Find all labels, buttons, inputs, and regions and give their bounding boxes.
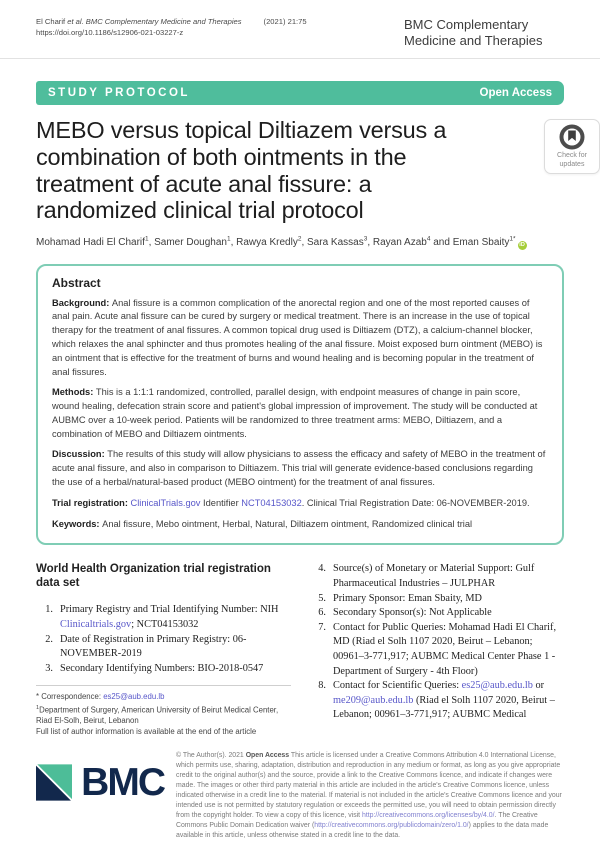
bold-text: Methods:	[52, 387, 96, 398]
abstract-trial-registration: Trial registration: ClinicalTrials.gov Identifier NCT04153032. Clinical Trial Registration Date: 06-NOVEMBER-2019.	[52, 497, 530, 508]
page-footer	[0, 751, 600, 841]
list-item	[309, 562, 564, 591]
footnote-divider	[36, 685, 291, 686]
list-item	[36, 633, 291, 662]
inline-link[interactable]: NCT04153032	[241, 497, 302, 508]
who-list-left	[36, 603, 291, 676]
inline-link[interactable]: http://creativecommons.org/licenses/by/4.0/	[362, 812, 495, 820]
item-text: Contact for Public Queries: Mohamad Hadi El Charif, MD (Riad el Solh 1107 2020, Beirut – Lebanon; 00961–3-771,917; AUBMC Medical Center Phase 1 - Department of Surgery - 4th Floor)	[333, 621, 557, 677]
bmc-logo-text: BMC	[81, 760, 164, 804]
abstract-heading: Abstract	[52, 275, 101, 290]
item-number: 5.	[318, 592, 326, 604]
inline-link[interactable]: Clinicaltrials.gov	[60, 619, 132, 631]
abstract-discussion: Discussion: The results of this study will allow physicians to assess the efficacy and safety of MEBO in the treatment of acute anal fissure, and also in comparison to Diltiazem. This trial will generate evidence-based conclusions regarding the use of a herbal/natural-based product (MEBO ointment) for the treatment of anal fissures.	[52, 449, 546, 488]
superscript: 1*	[509, 235, 516, 243]
item-number: 7.	[318, 621, 326, 633]
item-text: Source(s) of Monetary or Material Support: Gulf Pharmaceutical Industries – JULPHAR	[333, 563, 535, 590]
bold-text: Background:	[52, 297, 112, 308]
list-item	[309, 606, 564, 621]
check-for-updates-badge[interactable]	[544, 119, 600, 174]
license-text: © The Author(s). 2021 Open Access This article is licensed under a Creative Commons Attribution 4.0 International License, which permits use, sharing, adaptation, distribution and reproduction in any medium or format, as long as you give appropriate credit to the original author(s) and the source, provide a link to the Creative Commons licence, and indicate if changes were made. The images or other third party material in this article are included in the article's Creative Commons licence, unless indicated otherwise in a credit line to the material. If material is not included in the article's Creative Commons licence and your intended use is not permitted by statutory regulation or exceeds the permitted use, you will need to obtain permission directly from the copyright holder. To view a copy of this licence, visit http://creativecommons.org/licenses/by/4.0/. The Creative Commons Public Domain Dedication waiver (http://creativecommons.org/publicdomain/zero/1.0/) applies to the data made available in this article, unless otherwise stated in a credit line to the data.	[176, 752, 562, 840]
item-text: Secondary Sponsor(s): Not Applicable	[333, 607, 492, 619]
list-item	[309, 621, 564, 679]
item-number: 1.	[45, 604, 53, 616]
item-number: 3.	[45, 662, 53, 674]
title-section	[0, 117, 600, 224]
item-text: Primary Sponsor: Eman Sbaity, MD	[333, 592, 482, 604]
bmc-logo	[36, 754, 164, 811]
author-info-note: Full list of author information is available at the end of the article	[36, 726, 257, 736]
item-number: 6.	[318, 607, 326, 619]
page-header	[0, 0, 600, 48]
article-title: MEBO versus topical Diltiazem versus a combination of both ointments in the treatment of acute anal fissure: a randomized clinical trial protocol	[36, 117, 447, 224]
inline-link[interactable]: es25@aub.edu.lb	[103, 692, 165, 702]
inline-link[interactable]: me209@aub.edu.lb	[333, 694, 414, 706]
list-item	[36, 603, 291, 632]
bold-text: Keywords:	[52, 518, 103, 529]
abstract-methods: Methods: This is a 1:1:1 randomized, controlled, parallel design, with endpoint measures of change in pain score, wound healing, defecation strain score and patient's global impression of improvement. The study will be conducted at AUBMC over a 10-week period. Patients will be randomized to three treatment arms: MEBO, Diltiazem, and a combination of MEBO and Diltiazem ointments.	[52, 387, 538, 439]
body-columns	[0, 562, 600, 737]
correspondence-line: * Correspondence: es25@aub.edu.lb	[36, 692, 165, 702]
check-updates-icon	[559, 124, 585, 150]
journal-name: BMC Complementary Medicine and Therapies	[404, 17, 543, 48]
author-names: Mohamad Hadi El Charif$^1$, Samer Doughan$^1$, Rawya Kredly$^2$, Sara Kassas$^3$, Rayan Azab$^4$ and Eman Sbaity$^{1*}$	[36, 235, 516, 248]
abstract-box	[36, 264, 564, 546]
who-section-heading: World Health Organization trial registration data set	[36, 563, 271, 590]
citation-block	[36, 17, 307, 38]
article-type-banner	[36, 81, 564, 105]
item-text: Contact for Scientific Queries: es25@aub.edu.lb or me209@aub.edu.lb (Riad el Solh 1107 2020, Beirut – Lebanon; 00961–3-771,917; AUBMC Medical	[333, 680, 555, 721]
abstract-background: Background: Anal fissure is a common complication of the anorectal region and one of the most reported causes of anal pain. Acute anal fissure can be cured by surgery or medical treatment. There is an increase in the use of topical therapy for the treatment of anal fissures. A common topical drug used is Diltiazem (DTZ), a calcium-channel blocker, which relaxes the anal sphincter and thus promotes healing of the anal fissure. Moist exposed burn ointment (MEBO) is an ointment that is effective for the treatment of burns and wound healing and is becoming popular in the treatment of anal fissures.	[52, 297, 543, 377]
inline-link[interactable]: ClinicalTrials.gov	[130, 497, 201, 508]
who-list-right	[309, 562, 564, 723]
superscript: 1	[144, 235, 149, 243]
item-number: 8.	[318, 680, 326, 692]
superscript: 4	[426, 235, 431, 243]
item-number: 4.	[318, 563, 326, 575]
left-column	[36, 562, 291, 737]
inline-link[interactable]: http://creativecommons.org/publicdomain/zero/1.0/	[314, 822, 469, 830]
superscript: 3	[363, 235, 368, 243]
item-text: Primary Registry and Trial Identifying Number: NIH Clinicaltrials.gov; NCT04153032	[60, 604, 279, 631]
doi-link[interactable]: https://doi.org/10.1186/s12906-021-03227-z	[36, 27, 184, 37]
bmc-logo-icon	[36, 754, 72, 811]
superscript: 2	[297, 235, 302, 243]
open-access-label: Open Access	[479, 87, 552, 99]
bold-text: Open Access	[245, 752, 290, 760]
affiliation-line: $^1$Department of Surgery, American University of Beirut Medical Center, Riad El-Solh, Beirut, Lebanon	[36, 705, 279, 726]
citation-line	[36, 17, 307, 28]
list-item	[309, 679, 564, 723]
inline-link[interactable]: es25@aub.edu.lb	[461, 680, 533, 692]
citation-text: El Charif et al. BMC Complementary Medicine and Therapies	[36, 17, 242, 26]
italic-text: et al. BMC Complementary Medicine and Therapies	[67, 17, 242, 26]
superscript: 1	[36, 705, 40, 712]
list-item	[309, 592, 564, 607]
citation-year-issue: (2021) 21:75	[263, 17, 307, 26]
footnotes-block	[36, 692, 291, 737]
item-text: Secondary Identifying Numbers: BIO-2018-0547	[60, 662, 264, 674]
item-number: 2.	[45, 633, 53, 645]
list-item	[36, 662, 291, 677]
abstract-keywords: Keywords: Anal fissure, Mebo ointment, Herbal, Natural, Diltiazem ointment, Randomized clinical trial	[52, 518, 473, 529]
bold-text: Discussion:	[52, 449, 108, 460]
item-text: Date of Registration in Primary Registry: 06-NOVEMBER-2019	[60, 633, 247, 660]
orcid-icon[interactable]: iD	[519, 241, 525, 248]
right-column	[309, 562, 564, 737]
author-line	[0, 235, 600, 249]
check-updates-label: Check for updates	[557, 152, 587, 168]
header-divider	[0, 58, 600, 59]
bold-text: Trial registration:	[52, 497, 131, 508]
article-type-label: STUDY PROTOCOL	[48, 87, 190, 99]
superscript: 1	[226, 235, 231, 243]
